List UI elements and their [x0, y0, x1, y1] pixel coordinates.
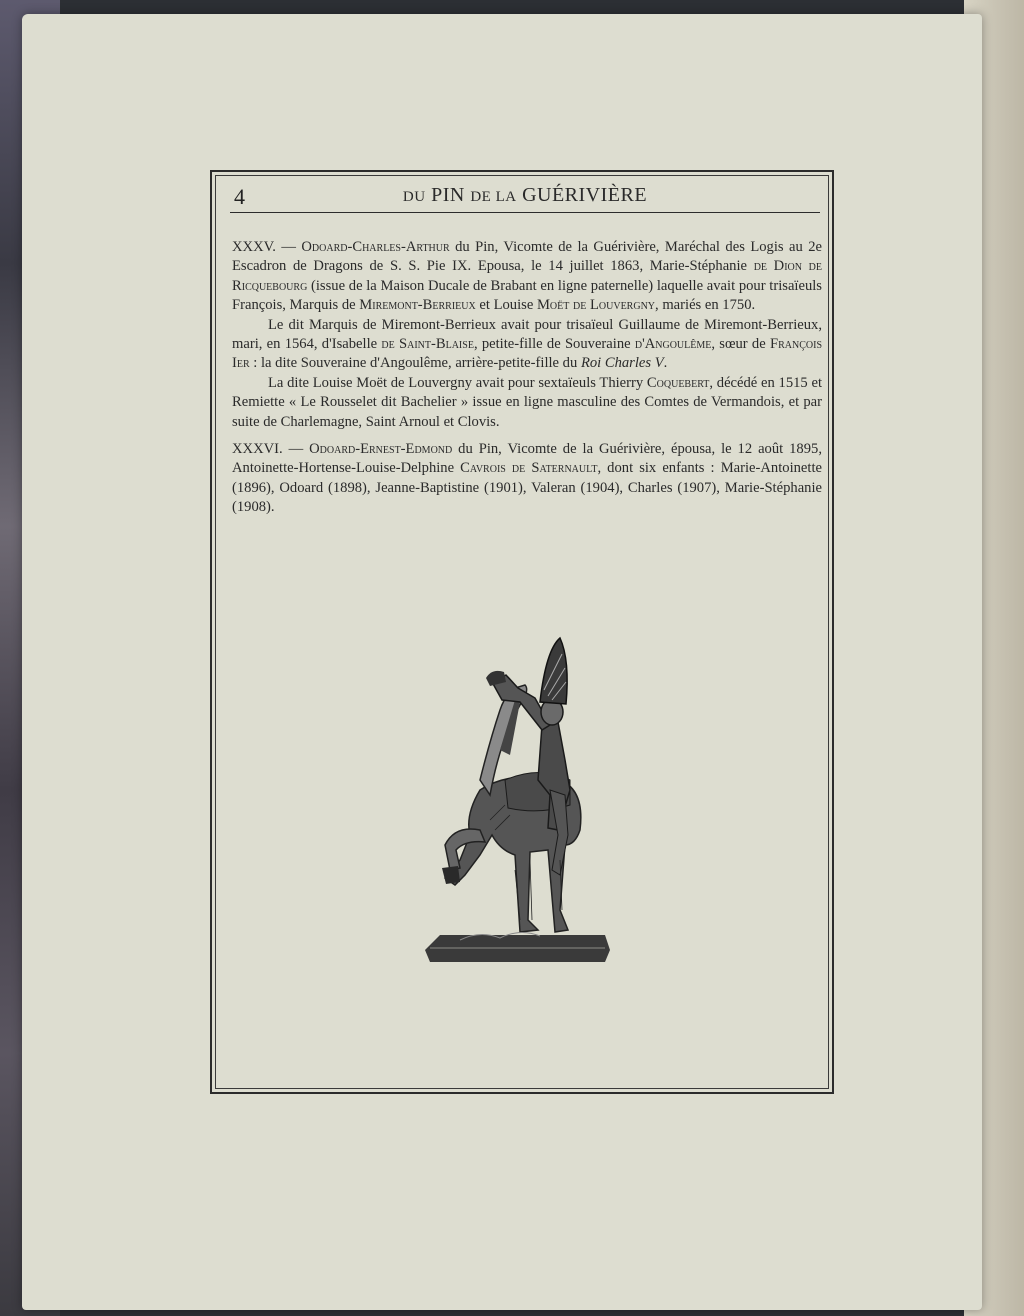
genealogy-text — [232, 238, 822, 518]
running-title-main: PIN — [431, 184, 465, 206]
entry-body-4: , mariés en 1750. — [655, 297, 756, 314]
entry-xxxv-paragraph-2 — [232, 316, 822, 374]
family-name-miremont: Miremont-Berrieux — [359, 297, 476, 314]
running-title-pre: DU — [402, 189, 426, 205]
running-title-end: GUÉRIVIÈRE — [522, 184, 648, 206]
family-name-saint-blaise: de Saint-Blaise — [381, 336, 474, 353]
family-name-angouleme: d'Angoulême — [634, 336, 712, 353]
paragraph-text: , sœur de — [711, 336, 766, 353]
paragraph-text: , petite-fille de Souveraine — [473, 336, 631, 353]
running-title — [230, 184, 820, 207]
entry-body: du Pin, Vicomte de la Guérivière, épousa, le 12 août 1895, Antoinette-Hortense-Louise-Delphine — [232, 441, 822, 477]
entry-body: du Pin, Vicomte de la Guérivière, Maréchal des Logis au 2e Escadron de Dragons de S. S. Pie IX. Epousa, le 14 juillet 1863, Marie-Stéphanie — [232, 239, 822, 275]
paragraph-text: , décédé en 1515 et Remiette « Le Rousselet dit Bachelier » issue en ligne masculine des Comtes de Vermandois, et par suite de Charlemagne, Saint Arnoul et Clovis. — [232, 374, 822, 430]
spouse-name: de Dion de Ricquebourg — [232, 258, 822, 294]
family-name-louvergny: Moët de Louvergny — [536, 297, 656, 314]
person-name: Odoard-Charles-Arthur — [301, 239, 450, 255]
equestrian-statue-engraving — [420, 630, 620, 970]
paragraph-text: La dite Louise Moët de Louvergny avait pour sextaïeuls Thierry — [268, 374, 644, 391]
entry-body-2: , dont six enfants : Marie-Antoinette (1896), Odoard (1898), Jeanne-Baptistine (1901), Valeran (1904), Charles (1907), Marie-Stéphanie (1908). — [232, 460, 822, 516]
page-header — [230, 178, 820, 213]
entry-xxxv-paragraph-3 — [232, 374, 822, 432]
person-name-roi: Roi Charles V — [580, 355, 664, 372]
spouse-name: Cavrois de Saternault — [460, 460, 598, 477]
entry-numeral: XXXV. — — [232, 239, 296, 255]
entry-xxxv — [232, 238, 822, 316]
entry-body-3: et Louise — [479, 297, 534, 314]
person-name: Odoard-Ernest-Edmond — [309, 441, 453, 458]
paragraph-text: : la dite Souveraine d'Angoulême, arrière-petite-fille du — [253, 355, 578, 372]
entry-body-2: (issue de la Maison Ducale de Brabant en ligne paternelle) laquelle avait pour trisaïeuls François, Marquis de — [232, 277, 822, 314]
running-title-mid: DE LA — [470, 189, 517, 205]
family-name-coquebert: Coquebert — [646, 374, 710, 391]
entry-numeral: XXXVI. — — [232, 441, 304, 458]
paragraph-text: Le dit Marquis de Miremont-Berrieux avait pour trisaïeul Guillaume de Miremont-Berrieux, mari, en 1564, d'Isabelle — [232, 316, 822, 353]
page-number: 4 — [234, 184, 245, 209]
person-name-francois: François Ier — [232, 336, 823, 372]
entry-xxxvi — [232, 440, 822, 518]
paragraph-text: . — [663, 355, 668, 372]
